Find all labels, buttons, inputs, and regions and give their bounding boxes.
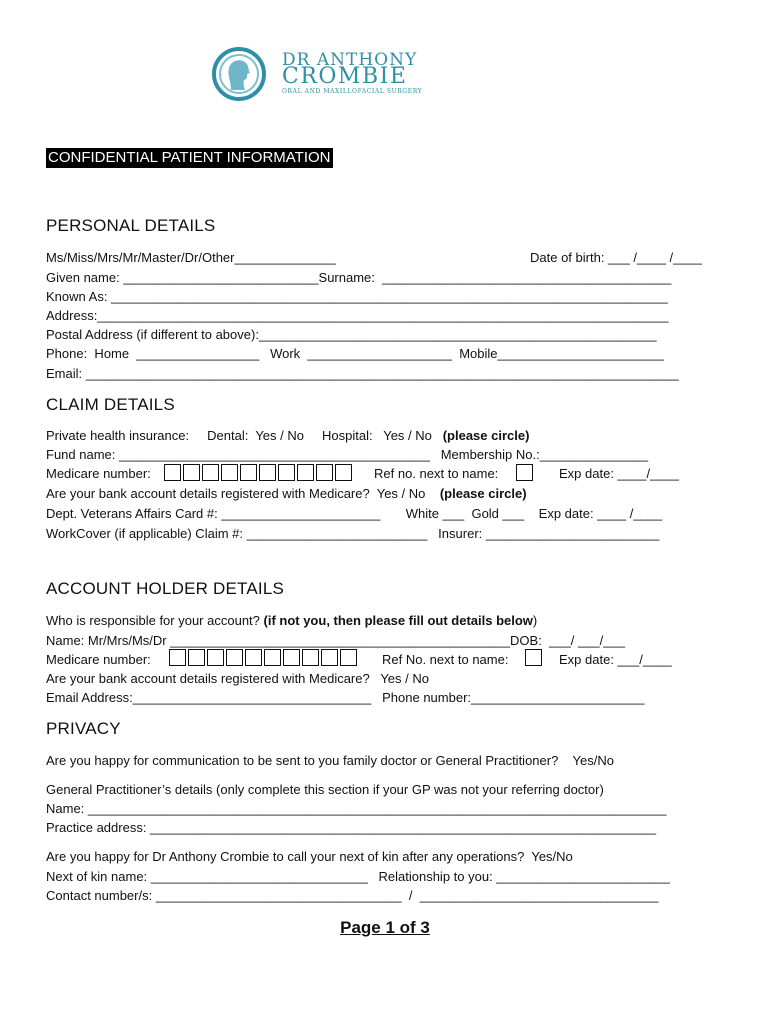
contact-number-field[interactable]: Contact number/s: __________________________________ / _________________________________: [46, 888, 659, 903]
gp-communication-question[interactable]: Are you happy for communication to be sent to you family doctor or General Practitioner? Yes/No: [46, 753, 614, 768]
email-field[interactable]: Email: __________________________________________________________________________________: [46, 366, 679, 381]
account-email-phone-field[interactable]: Email Address:_________________________________ Phone number:________________________: [46, 690, 645, 705]
private-health-field[interactable]: [46, 428, 529, 443]
dob-field[interactable]: Date of birth: ___ /____ /____: [530, 250, 703, 265]
medicare-number-boxes[interactable]: [164, 464, 354, 481]
responsible-end: ): [532, 613, 538, 628]
workcover-field[interactable]: WorkCover (if applicable) Claim #: _________________________ Insurer: ________________________: [46, 526, 660, 541]
practice-address-field[interactable]: Practice address: ______________________________________________________________________: [46, 820, 657, 835]
gp-details-note: General Practitioner’s details (only complete this section if your GP was not your referring doctor): [46, 782, 604, 797]
account-medicare-label: Medicare number:: [46, 652, 151, 667]
dva-card-field[interactable]: Dept. Veterans Affairs Card #: ______________________ White ___ Gold ___ Exp date: ____ /____: [46, 506, 663, 521]
next-of-kin-field[interactable]: Next of kin name: ______________________________ Relationship to you: ________________________: [46, 869, 670, 884]
responsible-question: [46, 613, 537, 628]
private-health-text: Private health insurance: Dental: Yes / No Hospital: Yes / No: [46, 428, 443, 443]
gp-name-field[interactable]: Name: ________________________________________________________________________________: [46, 801, 667, 816]
account-holder-heading: ACCOUNT HOLDER DETAILS: [46, 579, 285, 598]
account-bank-question[interactable]: Are your bank account details registered with Medicare? Yes / No: [46, 671, 429, 686]
account-name-dob-field[interactable]: Name: Mr/Mrs/Ms/Dr _______________________________________________DOB: ___/ ___/___: [46, 633, 625, 648]
fund-name-field[interactable]: Fund name: ___________________________________________ Membership No.:_______________: [46, 447, 649, 462]
known-as-field[interactable]: Known As: _____________________________________________________________________________: [46, 289, 668, 304]
privacy-heading: PRIVACY: [46, 719, 121, 738]
account-ref-no-label: Ref No. next to name:: [382, 652, 509, 667]
responsible-text: Who is responsible for your account?: [46, 613, 264, 628]
personal-details-heading: PERSONAL DETAILS: [46, 216, 216, 235]
account-exp-date-field[interactable]: Exp date: ___/____: [559, 652, 672, 667]
responsible-bold-note: (if not you, then please fill out details below: [263, 613, 533, 628]
ref-no-box[interactable]: [516, 464, 533, 481]
please-circle-note-2: (please circle): [439, 486, 527, 501]
medicare-exp-date-field[interactable]: Exp date: ____/____: [559, 466, 679, 481]
page-number: Page 1 of 3: [340, 918, 430, 937]
address-field[interactable]: Address:_______________________________________________________________________________: [46, 308, 669, 323]
next-of-kin-question[interactable]: Are you happy for Dr Anthony Crombie to call your next of kin after any operations? Yes/No: [46, 849, 573, 864]
logo-line-1: DR ANTHONY: [282, 50, 418, 70]
ref-no-label: Ref no. next to name:: [374, 466, 499, 481]
confidential-banner: CONFIDENTIAL PATIENT INFORMATION: [48, 149, 331, 166]
logo-line-2: CROMBIE: [282, 64, 408, 89]
account-medicare-number-boxes[interactable]: [169, 649, 359, 666]
phone-field[interactable]: Phone: Home _________________ Work ____________________ Mobile_______________________: [46, 346, 664, 361]
claim-details-heading: CLAIM DETAILS: [46, 395, 175, 414]
bank-question-text: Are your bank account details registered with Medicare? Yes / No: [46, 486, 440, 501]
postal-address-field[interactable]: Postal Address (if different to above):_______________________________________________________: [46, 327, 657, 342]
account-ref-no-box[interactable]: [525, 649, 542, 666]
medicare-label: Medicare number:: [46, 466, 151, 481]
logo-line-3: ORAL AND MAXILLOFACIAL SURGERY: [282, 88, 423, 95]
please-circle-note: (please circle): [442, 428, 530, 443]
bank-medicare-question[interactable]: [46, 486, 527, 501]
title-field[interactable]: Ms/Miss/Mrs/Mr/Master/Dr/Other______________: [46, 250, 336, 265]
logo-face-icon: [211, 46, 271, 102]
given-surname-field[interactable]: Given name: ___________________________Surname: ________________________________________: [46, 270, 672, 285]
